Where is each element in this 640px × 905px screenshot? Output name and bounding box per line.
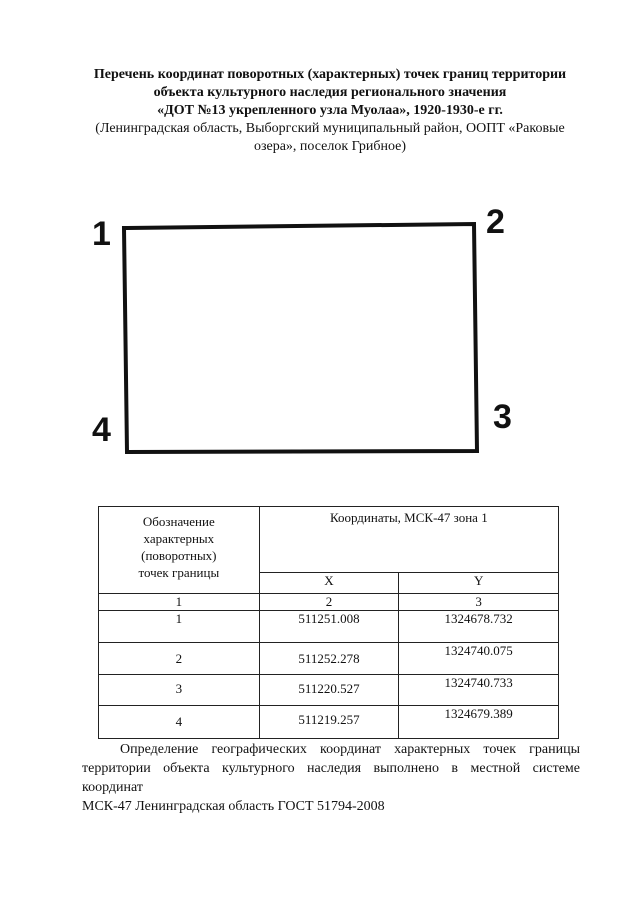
note-line: МСК-47 Ленинградская область ГОСТ 51794-2008 bbox=[82, 799, 385, 814]
column-y-header: Y bbox=[399, 573, 559, 594]
subtitle-line: озера», поселок Грибное) bbox=[253, 139, 407, 154]
y-cell: 1324740.733 bbox=[399, 675, 559, 706]
note-line: территории объекта культурного наследия выполнено в местной системе координат bbox=[82, 761, 580, 795]
designation-header-line: характерных bbox=[143, 531, 215, 546]
point-cell: 4 bbox=[99, 706, 260, 739]
x-cell: 511251.008 bbox=[259, 611, 399, 643]
x-cell: 511219.257 bbox=[259, 706, 399, 739]
coordinate-system-note bbox=[82, 740, 580, 816]
point-cell: 1 bbox=[99, 611, 260, 643]
column-number: 1 bbox=[99, 594, 260, 611]
y-cell: 1324679.389 bbox=[399, 706, 559, 739]
designation-header-line: (поворотных) bbox=[141, 548, 217, 563]
boundary-outline bbox=[124, 224, 477, 452]
table-row bbox=[99, 675, 559, 706]
designation-header-line: Обозначение bbox=[142, 514, 215, 529]
boundary-scheme bbox=[0, 195, 640, 475]
note-line: Определение географических координат характерных точек границы bbox=[120, 742, 580, 757]
document-title bbox=[70, 66, 590, 156]
title-line: Перечень координат поворотных (характерных) точек границ территории bbox=[93, 67, 567, 82]
subtitle-line: (Ленинградская область, Выборгский муниципальный район, ООПТ «Раковые bbox=[95, 121, 565, 136]
point-cell: 2 bbox=[99, 643, 260, 675]
coordinates-table bbox=[98, 506, 559, 739]
designation-header-line: точек границы bbox=[138, 565, 220, 580]
table-row bbox=[99, 643, 559, 675]
point-label-1: 1 bbox=[92, 215, 111, 253]
table-row bbox=[99, 611, 559, 643]
x-cell: 511220.527 bbox=[259, 675, 399, 706]
designation-header bbox=[99, 507, 260, 594]
title-line: объекта культурного наследия регионального значения bbox=[153, 85, 507, 100]
point-cell: 3 bbox=[99, 675, 260, 706]
column-number: 2 bbox=[259, 594, 399, 611]
point-label-3: 3 bbox=[493, 398, 512, 436]
title-line: «ДОТ №13 укрепленного узла Муолаа», 1920-1930-е гг. bbox=[157, 103, 503, 118]
point-label-4: 4 bbox=[92, 411, 111, 449]
column-number: 3 bbox=[399, 594, 559, 611]
y-cell: 1324678.732 bbox=[399, 611, 559, 643]
table-row bbox=[99, 706, 559, 739]
y-cell: 1324740.075 bbox=[399, 643, 559, 675]
point-label-2: 2 bbox=[486, 203, 505, 241]
coordinates-header: Координаты, МСК-47 зона 1 bbox=[259, 507, 558, 573]
x-cell: 511252.278 bbox=[259, 643, 399, 675]
column-x-header: X bbox=[259, 573, 399, 594]
